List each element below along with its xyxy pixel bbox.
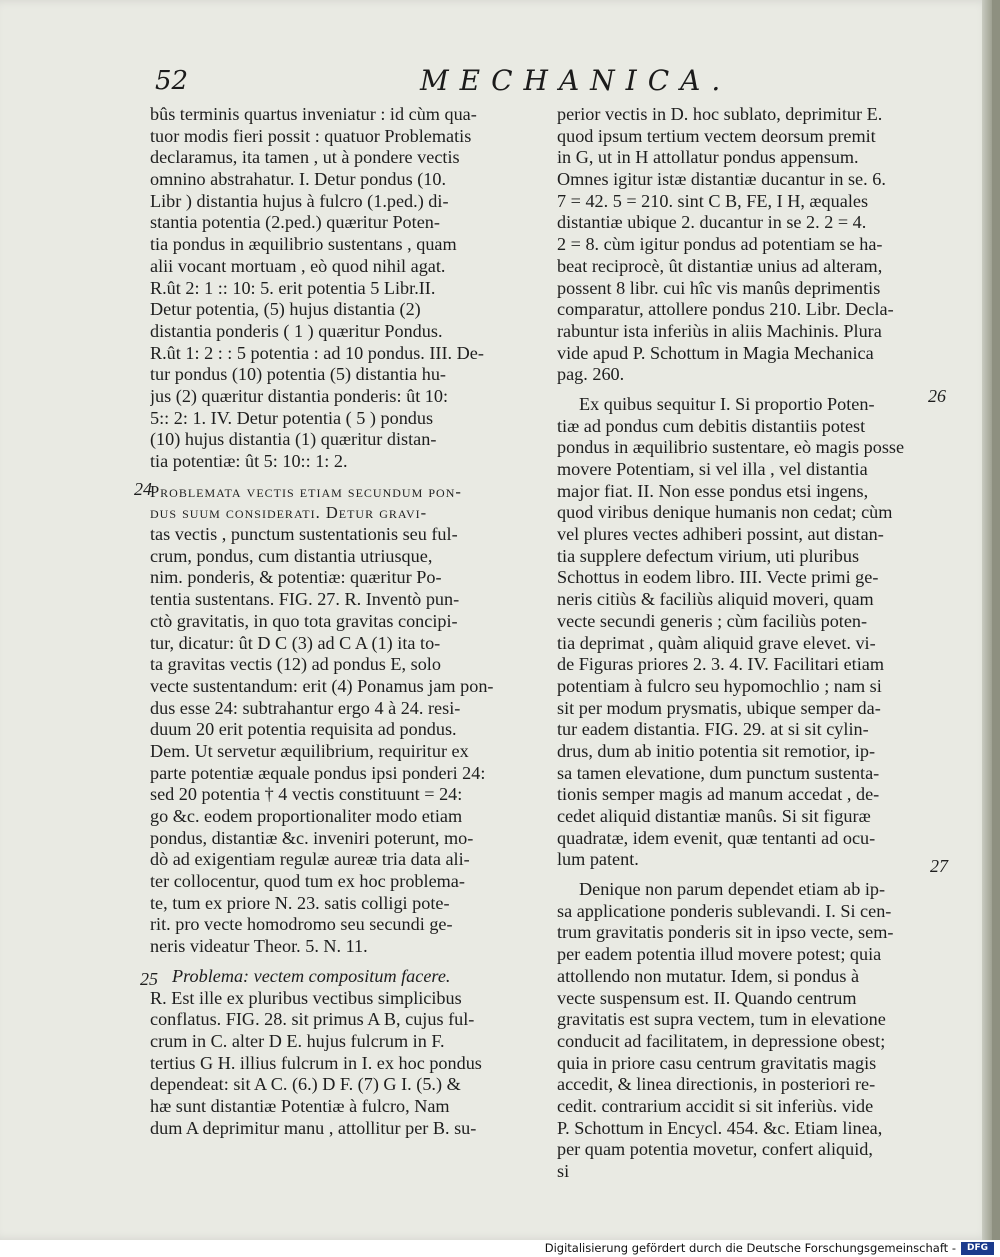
left-column-line: Problemata vectis etiam secundum pon- xyxy=(150,481,462,501)
left-column-line: R. Est ille ex pluribus vectibus simplicibus xyxy=(150,987,462,1008)
left-column-line: conflatus. FIG. 28. sit primus A B, cujus ful- xyxy=(150,1009,475,1030)
right-column-line: accedit, & linea directionis, in posteriori re- xyxy=(557,1074,876,1095)
left-column-line: nim. ponderis, & potentiæ: quæritur Po- xyxy=(150,567,442,588)
left-column-line: dependeat: sit A C. (6.) D F. (7) G I. (5.) & xyxy=(150,1074,461,1095)
right-column-line: drus, dum ab initio potentia sit remotior, ip- xyxy=(557,740,876,761)
left-column-line: Dem. Ut servetur æquilibrium, requiritur ex xyxy=(150,740,469,761)
left-column-line: tur, dicatur: ût D C (3) ad C A (1) ita to- xyxy=(150,632,441,653)
right-column-line: cedet aliquid distantiæ manûs. Si sit figuræ xyxy=(557,806,871,826)
right-column-line: 2 = 8. cùm igitur pondus ad potentiam se ha- xyxy=(557,234,883,255)
right-column-line: vecte suspensum est. II. Quando centrum xyxy=(557,987,857,1008)
right-column-line: in G, ut in H attollatur pondus appensum. xyxy=(557,147,859,168)
margin-number-26: 26 xyxy=(928,386,946,406)
left-column-line: tertius G H. illius fulcrum in I. ex hoc pondus xyxy=(150,1052,482,1073)
page-spine-shadow xyxy=(982,0,992,1240)
left-column-line: Problema: vectem compositum facere. xyxy=(172,965,451,986)
left-column-line: 5:: 2: 1. IV. Detur potentia ( 5 ) pondus xyxy=(150,407,434,428)
right-column-line: tur eadem distantia. FIG. 29. at si sit cylin- xyxy=(557,719,869,740)
left-column-line: omnino abstrahatur. I. Detur pondus (10. xyxy=(150,169,446,190)
left-column-line: vecte sustentandum: erit (4) Ponamus jam pon- xyxy=(150,675,494,696)
left-column-line: tia potentiæ: ût 5: 10:: 1: 2. xyxy=(150,451,348,471)
right-column-line: Denique non parum dependet etiam ab ip- xyxy=(579,879,886,900)
left-column-line: alii vocant mortuam , eò quod nihil agat. xyxy=(150,255,446,276)
right-column-line: beat reciprocè, ût distantiæ unius ad alteram, xyxy=(557,255,883,276)
left-column-line: jus (2) quæritur distantia ponderis: ût 10: xyxy=(150,385,449,406)
right-column-line: major fiat. II. Non esse pondus etsi ingens, xyxy=(557,480,869,501)
right-column-line: tiæ ad pondus cum debitis distantiis potest xyxy=(557,415,866,436)
left-column-line: te, tum ex priore N. 23. satis colligi pote- xyxy=(150,892,450,913)
left-column-line: Detur potentia, (5) hujus distantia (2) xyxy=(150,299,421,320)
right-column-line: pondus in æquilibrio sustentare, eò magis posse xyxy=(557,437,905,458)
left-column-line: (10) hujus distantia (1) quæritur distan- xyxy=(150,429,437,450)
left-column-line: hæ sunt distantiæ Potentiæ à fulcro, Nam xyxy=(150,1095,450,1116)
margin-number-27: 27 xyxy=(930,856,948,876)
right-column-line: per eadem potentia illud movere potest; quia xyxy=(557,944,882,965)
right-column-line: Schottus in eodem libro. III. Vecte primi ge- xyxy=(557,567,879,588)
right-column-line: rabuntur ista inferiùs in aliis Machinis. Plura xyxy=(557,320,882,341)
left-column-line: neris videatur Theor. 5. N. 11. xyxy=(150,936,368,957)
left-column-line: crum in C. alter D E. hujus fulcrum in F. xyxy=(150,1030,445,1051)
right-column-line: quia in priore casu centrum gravitatis magis xyxy=(557,1052,877,1073)
right-column xyxy=(557,104,925,1183)
right-column-line: quod ipsum tertium vectem deorsum premit xyxy=(557,125,876,146)
left-column-line: crum, pondus, cum distantia utriusque, xyxy=(150,545,433,566)
right-column-line: gravitatis est supra vectem, tum in elevatione xyxy=(557,1009,886,1030)
right-column-line: per quam potentia movetur, confert aliquid, xyxy=(557,1139,873,1160)
left-column-line: tur pondus (10) potentia (5) distantia hu- xyxy=(150,364,446,385)
left-column-line: dus suum considerati. Detur gravi- xyxy=(150,503,428,523)
right-column-line: vecte secundi generis ; cùm faciliùs poten- xyxy=(557,610,868,631)
right-column-line: P. Schottum in Encycl. 454. &c. Etiam linea, xyxy=(557,1117,883,1138)
running-head: MECHANICA. xyxy=(420,64,732,97)
right-column-line: sa applicatione ponderis sublevandi. I. Si cen- xyxy=(557,900,892,921)
right-column-line: 7 = 42. 5 = 210. sint C B, FE, I H, æquales xyxy=(557,190,869,211)
left-column-line: duum 20 erit potentia requisita ad pondus. xyxy=(150,719,457,740)
right-column-line: trum gravitatis ponderis sit in ipso vecte, sem- xyxy=(557,922,894,943)
right-column-line: distantiæ ubique 2. ducantur in se 2. 2 = 4. xyxy=(557,212,867,233)
right-column-line: comparatur, attollere pondus 210. Libr. Decla- xyxy=(557,299,894,320)
right-column-line: cedit. contrarium accidit si sit inferiùs. vide xyxy=(557,1095,874,1116)
left-column-line: rit. pro vecte homodromo seu secundi ge- xyxy=(150,914,453,935)
right-column-line: quod viribus denique humanis non cedat; cùm xyxy=(557,502,893,523)
right-column-line: si xyxy=(557,1161,570,1181)
left-column-line: declaramus, ita tamen , ut à pondere vectis xyxy=(150,147,460,168)
left-column-line: R.ût 1: 2 : : 5 potentia : ad 10 pondus. III. De- xyxy=(150,342,484,363)
right-column-line: de Figuras priores 2. 3. 4. IV. Facilitari etiam xyxy=(557,654,884,675)
left-column-line: sed 20 potentia † 4 vectis constituunt = 24: xyxy=(150,784,463,805)
left-column-line: tia pondus in æquilibrio sustentans , quam xyxy=(150,234,457,255)
left-column-line: dò ad exigentiam regulæ aureæ tria data ali- xyxy=(150,849,470,870)
right-column-line: vel plures vectes adhiberi possint, aut distan- xyxy=(557,524,884,545)
left-column-line: dum A deprimitur manu , attollitur per B. su- xyxy=(150,1117,477,1138)
left-column-line: stantia potentia (2.ped.) quæritur Poten- xyxy=(150,212,440,233)
margin-number-24: 24 xyxy=(134,479,152,499)
footer-credit: Digitalisierung gefördert durch die Deutsche Forschungsgemeinschaft - xyxy=(544,1241,956,1255)
right-column-line: perior vectis in D. hoc sublato, deprimitur E. xyxy=(557,104,883,124)
left-column-line: ter collocentur, quod tum ex hoc problema- xyxy=(150,871,465,892)
left-column-line: parte potentiæ æquale pondus ipsi ponderi 24: xyxy=(150,762,486,783)
left-column-line: go &c. eodem proportionaliter modo etiam xyxy=(150,806,463,826)
right-column-line: Omnes igitur istæ distantiæ ducantur in se. 6. xyxy=(557,169,886,190)
right-column-line: tia supplere defectum virium, uti pluribus xyxy=(557,545,860,566)
right-column-line: attollendo non mutatur. Idem, si pondus à xyxy=(557,965,860,986)
right-column-line: lum patent. xyxy=(557,849,639,870)
left-column-line: ctò gravitatis, in quo tota gravitas concipi- xyxy=(150,610,458,631)
right-column-line: possent 8 libr. cui hîc vis manûs deprimentis xyxy=(557,277,881,298)
right-column-line: Ex quibus sequitur I. Si proportio Poten- xyxy=(579,393,875,414)
right-column-line: quadratæ, idem evenit, quæ tentanti ad ocu- xyxy=(557,827,876,848)
right-column-line: movere Potentiam, si vel illa , vel distantia xyxy=(557,459,868,479)
right-column-line: vide apud P. Schottum in Magia Mechanica xyxy=(557,342,874,363)
left-column-line: tas vectis , punctum sustentationis seu ful- xyxy=(150,524,458,545)
right-column-line: tia deprimat , quàm aliquid grave elevet. vi- xyxy=(557,632,876,653)
footer-bar xyxy=(0,1240,1000,1257)
left-column-line: Libr ) distantia hujus à fulcro (1.ped.) di- xyxy=(150,190,449,211)
margin-number-25: 25 xyxy=(140,969,158,989)
left-column-line: pondus, distantiæ &c. inveniri poterunt, mo- xyxy=(150,827,474,848)
left-column xyxy=(150,104,540,1139)
left-column-line: dus esse 24: subtrahantur ergo 4 à 24. resi- xyxy=(150,697,461,718)
page-number: 52 xyxy=(155,66,189,96)
right-column-line: neris citiùs & faciliùs aliquid moveri, quam xyxy=(557,589,874,610)
right-column-line: pag. 260. xyxy=(557,364,625,385)
right-column-line: potentiam à fulcro seu hypomochlio ; nam si xyxy=(557,675,882,696)
right-column-line: sit per modum prysmatis, ubique semper da- xyxy=(557,697,881,718)
left-column-line: tuor modis fieri possit : quatuor Problematis xyxy=(150,125,472,146)
left-column-line: tentia sustentans. FIG. 27. R. Inventò pun- xyxy=(150,589,460,610)
right-column-line: sa tamen elevatione, dum punctum sustenta- xyxy=(557,762,880,783)
dfg-logo: DFG xyxy=(961,1242,994,1255)
right-column-line: tionis semper magis ad manum accedat , de- xyxy=(557,784,880,805)
left-column-line: bûs terminis quartus inveniatur : id cùm qua- xyxy=(150,104,477,124)
left-column-line: ta gravitas vectis (12) ad pondus E, solo xyxy=(150,654,441,675)
left-column-line: distantia ponderis ( 1 ) quæritur Pondus. xyxy=(150,320,443,341)
right-column-line: conducit ad facilitatem, in depressione obest; xyxy=(557,1030,886,1051)
left-column-line: R.ût 2: 1 :: 10: 5. erit potentia 5 Libr.II. xyxy=(150,277,436,298)
